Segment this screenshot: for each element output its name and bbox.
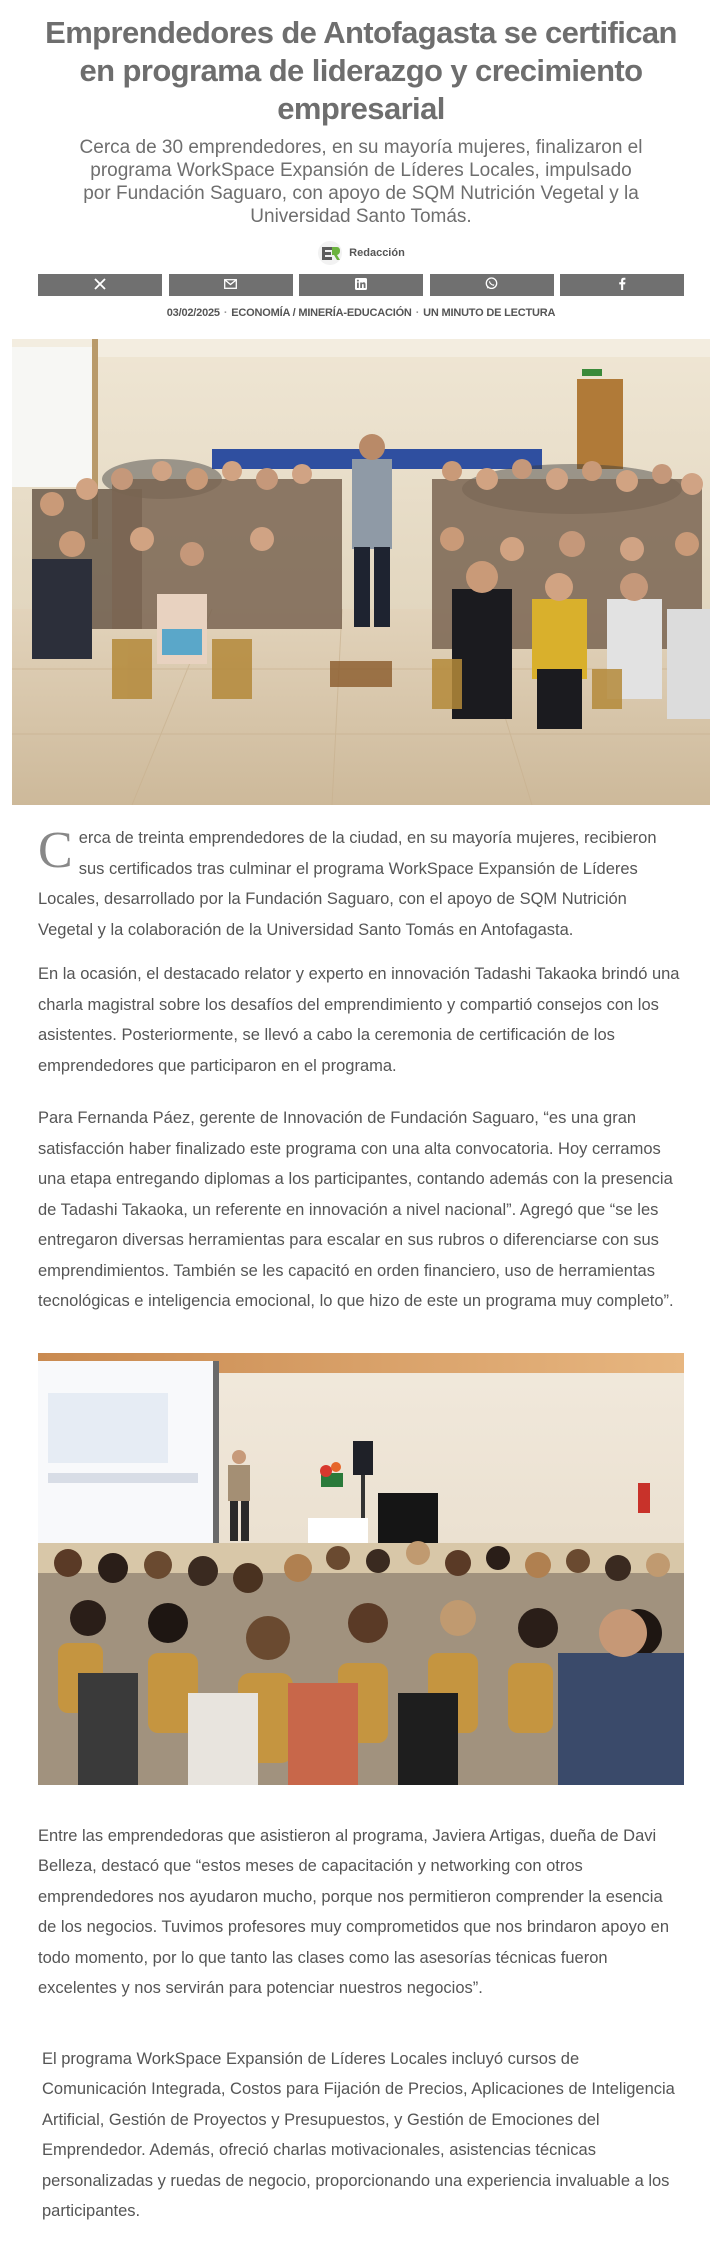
paragraph-1-text: erca de treinta emprendedores de la ciudad, en su mayoría mujeres, recibieron sus certificados tras culminar el programa WorkSpace Expansión de Líderes Locales, desarrollado por la Fundación Saguaro, con el apoyo de SQM Nutrición Vegetal y la colaboración de la Universidad Santo Tomás en Antofagasta. xyxy=(38,829,657,939)
article-body xyxy=(0,823,722,1317)
article-meta xyxy=(0,307,722,319)
paragraph-3: Para Fernanda Páez, gerente de Innovación de Fundación Saguaro, “es una gran satisfacción haber finalizado este programa con una alta convocatoria. Hoy cerramos una etapa entregando diplomas a los participantes, contando además con la presencia de Tadashi Takaoka, un referente en innovación a nivel nacional”. Agregó que “se les entregaron diversas herramientas para escalar en sus rubros o diferenciarse con sus emprendimientos. También se les capacitó en orden financiero, uso de herramientas tecnológicas e inteligencia emocional, lo que hizo de este un programa muy completo”. xyxy=(38,1109,674,1310)
reading-time: UN MINUTO DE LECTURA xyxy=(423,307,556,319)
article-subtitle: Cerca de 30 emprendedores, en su mayoría mujeres, finalizaron el programa WorkSpace Expansión de Líderes Locales, impulsado por Fundación Saguaro, con apoyo de SQM Nutrición Vegetal y la Universidad Santo Tomás. xyxy=(79,137,643,227)
article-title: Emprendedores de Antofagasta se certifican en programa de liderazgo y crecimiento empresarial xyxy=(45,15,677,126)
paragraph-1 xyxy=(38,823,684,945)
paragraph-5: El programa WorkSpace Expansión de Líderes Locales incluyó cursos de Comunicación Integrada, Costos para Fijación de Precios, Aplicaciones de Inteligencia Artificial, Gestión de Proyectos y Presupuestos, y Gestión de Emociones del Emprendedor. Además, ofreció charlas motivacionales, asistencias técnicas personalizadas y ruedas de negocio, proporcionando una experiencia invaluable a los participantes. xyxy=(42,2049,675,2220)
paragraph-4: Entre las emprendedoras que asistieron al programa, Javiera Artigas, dueña de Davi Belleza, destacó que “estos meses de capacitación y networking con otros emprendedores nos ayudaron mucho, porque nos permitieron comprender la esencia de los negocios. Tuvimos profesores muy comprometidos que nos brindaron apoyo en todo momento, por lo que tanto las clases como las asesorías técnicas fueron excelentes y nos servirán para potenciar nuestros negocios”. xyxy=(38,1826,670,1997)
article-category[interactable]: ECONOMÍA / MINERÍA-EDUCACIÓN xyxy=(231,307,412,319)
paragraph-2: En la ocasión, el destacado relator y experto en innovación Tadashi Takaoka brindó una charla magistral sobre los desafíos del emprendimiento y compartió consejos con los asistentes. Posteriormente, se llevó a cabo la ceremonia de certificación de los emprendedores que participaron en el programa. xyxy=(38,965,680,1075)
share-bar xyxy=(0,274,722,296)
share-whatsapp-button[interactable] xyxy=(430,274,554,296)
share-facebook-button[interactable] xyxy=(560,274,684,296)
author-logo-icon xyxy=(317,240,343,266)
article-date: 03/02/2025 xyxy=(166,307,220,319)
facebook-icon xyxy=(618,277,626,293)
meta-separator: · xyxy=(223,307,228,319)
share-x-button[interactable] xyxy=(38,274,162,296)
share-linkedin-button[interactable] xyxy=(299,274,423,296)
article-header xyxy=(0,0,722,266)
meta-separator: · xyxy=(415,307,420,319)
x-icon xyxy=(94,278,106,293)
group-photo xyxy=(12,339,710,805)
conference-photo xyxy=(38,1353,684,1785)
linkedin-icon xyxy=(355,278,367,293)
author-name[interactable]: Redacción xyxy=(349,247,405,259)
article-body-continued xyxy=(0,1821,722,2247)
mail-icon xyxy=(224,278,237,292)
whatsapp-icon xyxy=(485,277,498,293)
author-byline[interactable] xyxy=(38,240,684,266)
bottom-spacer xyxy=(38,2227,684,2247)
share-email-button[interactable] xyxy=(169,274,293,296)
dropcap: C xyxy=(38,822,73,879)
